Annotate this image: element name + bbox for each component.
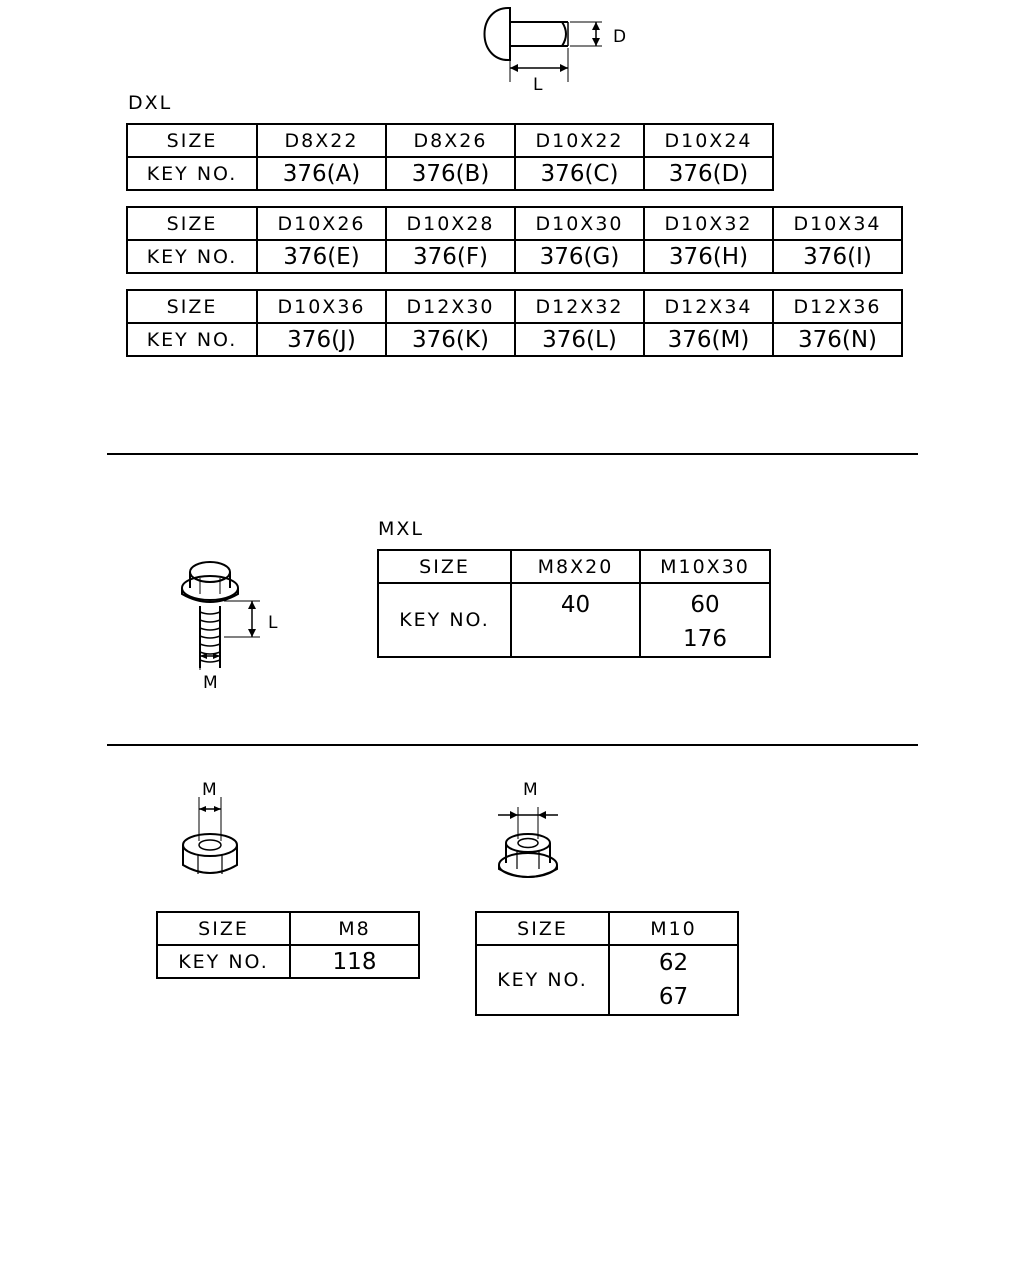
nut-m8-dim: M [202, 780, 217, 800]
nut-m8-table [156, 911, 420, 979]
rivet-table-2 [126, 206, 903, 274]
table-row [476, 912, 738, 945]
key-header: KEY NO. [127, 157, 257, 190]
bolt-m-dim: M [203, 673, 218, 693]
size-cell: D12X34 [644, 290, 773, 323]
flange-nut-drawing [490, 775, 570, 885]
size-cell: D10X32 [644, 207, 773, 240]
hex-nut-drawing [180, 775, 250, 885]
key-value: 40 [560, 592, 591, 618]
table-row [476, 945, 738, 1015]
key-cell: 376(J) [257, 323, 386, 356]
size-cell: D10X30 [515, 207, 644, 240]
size-cell: D10X28 [386, 207, 515, 240]
key-cell: 376(C) [515, 157, 644, 190]
key-header: KEY NO. [127, 323, 257, 356]
table-row [127, 290, 902, 323]
key-value: 62 [658, 950, 689, 976]
table-row [127, 157, 773, 190]
size-header: SIZE [127, 124, 257, 157]
table-row [127, 207, 902, 240]
table-row [127, 124, 773, 157]
rivet-table-1 [126, 123, 774, 191]
key-value: 67 [658, 984, 689, 1010]
table-row [378, 550, 770, 583]
size-cell: M8X20 [511, 550, 640, 583]
key-value: 176 [683, 626, 727, 652]
rivet-caption: DXL [128, 92, 173, 114]
key-cell: 376(L) [515, 323, 644, 356]
size-cell: M10X30 [640, 550, 770, 583]
size-cell: D10X22 [515, 124, 644, 157]
size-cell: D10X26 [257, 207, 386, 240]
key-header: KEY NO. [157, 945, 290, 978]
table-row [127, 323, 902, 356]
size-cell: D10X36 [257, 290, 386, 323]
key-cell [511, 583, 640, 657]
key-cell: 118 [290, 945, 419, 978]
key-cell [640, 583, 770, 657]
bolt-caption: MXL [378, 518, 424, 540]
rivet-d-dim: D [613, 27, 627, 47]
size-cell: D10X34 [773, 207, 902, 240]
key-header: KEY NO. [127, 240, 257, 273]
key-value: 60 [690, 592, 720, 618]
table-row [378, 583, 770, 657]
size-header: SIZE [157, 912, 290, 945]
key-cell: 376(F) [386, 240, 515, 273]
key-cell: 376(B) [386, 157, 515, 190]
key-cell: 376(I) [773, 240, 902, 273]
key-cell [609, 945, 738, 1015]
size-cell: D12X36 [773, 290, 902, 323]
size-header: SIZE [378, 550, 511, 583]
size-cell: D10X24 [644, 124, 773, 157]
size-cell: M8 [290, 912, 419, 945]
key-cell: 376(A) [257, 157, 386, 190]
flange-bolt-drawing [170, 550, 300, 700]
size-cell: D8X22 [257, 124, 386, 157]
size-cell: D8X26 [386, 124, 515, 157]
key-cell: 376(M) [644, 323, 773, 356]
key-cell: 376(G) [515, 240, 644, 273]
table-row [157, 912, 419, 945]
size-header: SIZE [127, 207, 257, 240]
section-divider-1 [107, 453, 918, 455]
bolt-table [377, 549, 771, 658]
size-cell: D12X32 [515, 290, 644, 323]
key-cell: 376(D) [644, 157, 773, 190]
size-cell: M10 [609, 912, 738, 945]
rivet-l-dim: L [533, 75, 543, 95]
table-row [127, 240, 902, 273]
size-header: SIZE [476, 912, 609, 945]
key-cell: 376(H) [644, 240, 773, 273]
key-header: KEY NO. [476, 945, 609, 1015]
size-header: SIZE [127, 290, 257, 323]
bolt-l-dim: L [268, 613, 278, 633]
rivet-drawing [470, 0, 650, 100]
size-cell: D12X30 [386, 290, 515, 323]
nut-m10-table [475, 911, 739, 1016]
table-row [157, 945, 419, 978]
section-divider-2 [107, 744, 918, 746]
rivet-table-3 [126, 289, 903, 357]
key-cell: 376(E) [257, 240, 386, 273]
key-header: KEY NO. [378, 583, 511, 657]
key-cell: 376(K) [386, 323, 515, 356]
key-cell: 376(N) [773, 323, 902, 356]
nut-m10-dim: M [523, 780, 538, 800]
